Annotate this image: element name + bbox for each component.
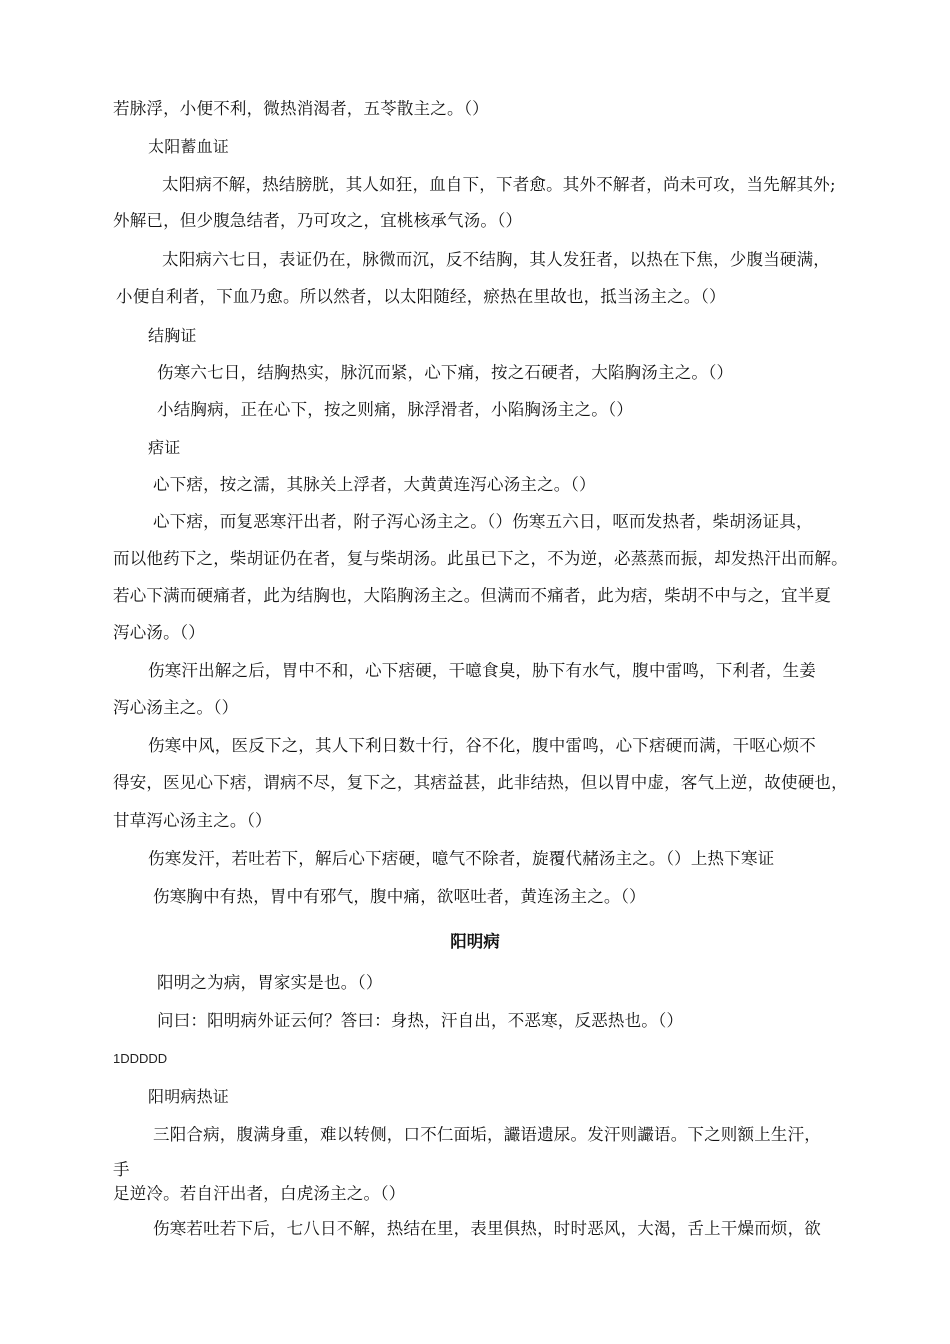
text-line: 伤寒若吐若下后，七八日不解，热结在里，表里俱热，时时恶风，大渴，舌上干燥而烦，欲 <box>153 1219 821 1238</box>
text-line: 若心下满而硬痛者，此为结胸也，大陷胸汤主之。但满而不痛者，此为痞，柴胡不中与之，宜半夏 <box>113 586 832 605</box>
text-line: 伤寒汗出解之后，胃中不和，心下痞硬，干噫食臭，胁下有水气，腹中雷鸣，下利者，生姜 <box>148 661 816 680</box>
text-line: 得安，医见心下痞，谓病不尽，复下之，其痞益甚，此非结热，但以胃中虚，客气上逆，故使硬也， <box>113 773 848 792</box>
subsection-heading: 痞证 <box>148 438 181 457</box>
subsection-heading: 结胸证 <box>148 326 197 345</box>
text-line: 太阳病六七日，表证仍在，脉微而沉，反不结胸，其人发狂者，以热在下焦，少腹当硬满， <box>162 250 830 269</box>
text-line: 若脉浮，小便不利，微热消渴者，五苓散主之。（） <box>113 99 489 118</box>
text-line: 而以他药下之，柴胡证仍在者，复与柴胡汤。此虽已下之，不为逆，必蒸蒸而振，却发热汗出而解。 <box>113 549 848 568</box>
text-line: 心下痞，而复恶寒汗出者，附子泻心汤主之。（）伤寒五六日，呕而发热者，柴胡汤证具， <box>153 512 813 531</box>
text-line: 外解已，但少腹急结者，乃可攻之，宜桃核承气汤。（） <box>113 211 523 230</box>
text-line: 手 <box>113 1160 130 1179</box>
text-line: 伤寒中风，医反下之，其人下利日数十行，谷不化，腹中雷鸣，心下痞硬而满，干呕心烦不 <box>148 736 816 755</box>
text-line: 泻心汤主之。（） <box>113 698 239 717</box>
text-line: 甘草泻心汤主之。（） <box>113 811 272 830</box>
text-line: 心下痞，按之濡，其脉关上浮者，大黄黄连泻心汤主之。（） <box>153 475 596 494</box>
text-line: 伤寒六七日，结胸热实，脉沉而紧，心下痛，按之石硬者，大陷胸汤主之。（） <box>157 363 734 382</box>
text-line: 阳明之为病，胃家实是也。（） <box>157 973 383 992</box>
text-line: 泻心汤。（） <box>113 623 205 642</box>
text-line: 问曰：阳明病外证云何？答曰：身热，汗自出，不恶寒，反恶热也。（） <box>157 1011 684 1030</box>
text-line: 足逆冷。若自汗出者，白虎汤主之。（） <box>113 1184 406 1203</box>
subsection-heading: 阳明病热证 <box>148 1087 230 1106</box>
subsection-heading: 太阳蓄血证 <box>148 137 230 156</box>
text-line: 小结胸病，正在心下，按之则痛，脉浮滑者，小陷胸汤主之。（） <box>157 400 634 419</box>
page-marker: 1DDDDD <box>113 1051 168 1066</box>
section-title: 阳明病 <box>450 932 500 951</box>
text-line: 小便自利者，下血乃愈。所以然者，以太阳随经，瘀热在里故也，抵当汤主之。（） <box>116 287 726 306</box>
text-line: 太阳病不解，热结膀胱，其人如狂，血自下，下者愈。其外不解者，尚未可攻，当先解其外; <box>162 175 836 194</box>
text-line: 三阳合病，腹满身重，难以转侧，口不仁面垢，讝语遗尿。发汗则讝语。下之则额上生汗， <box>153 1125 821 1144</box>
text-line: 伤寒发汗，若吐若下，解后心下痞硬，噫气不除者，旋覆代赭汤主之。（）上热下寒证 <box>148 849 775 868</box>
text-line: 伤寒胸中有热，胃中有邪气，腹中痛，欲呕吐者，黄连汤主之。（） <box>153 887 646 906</box>
